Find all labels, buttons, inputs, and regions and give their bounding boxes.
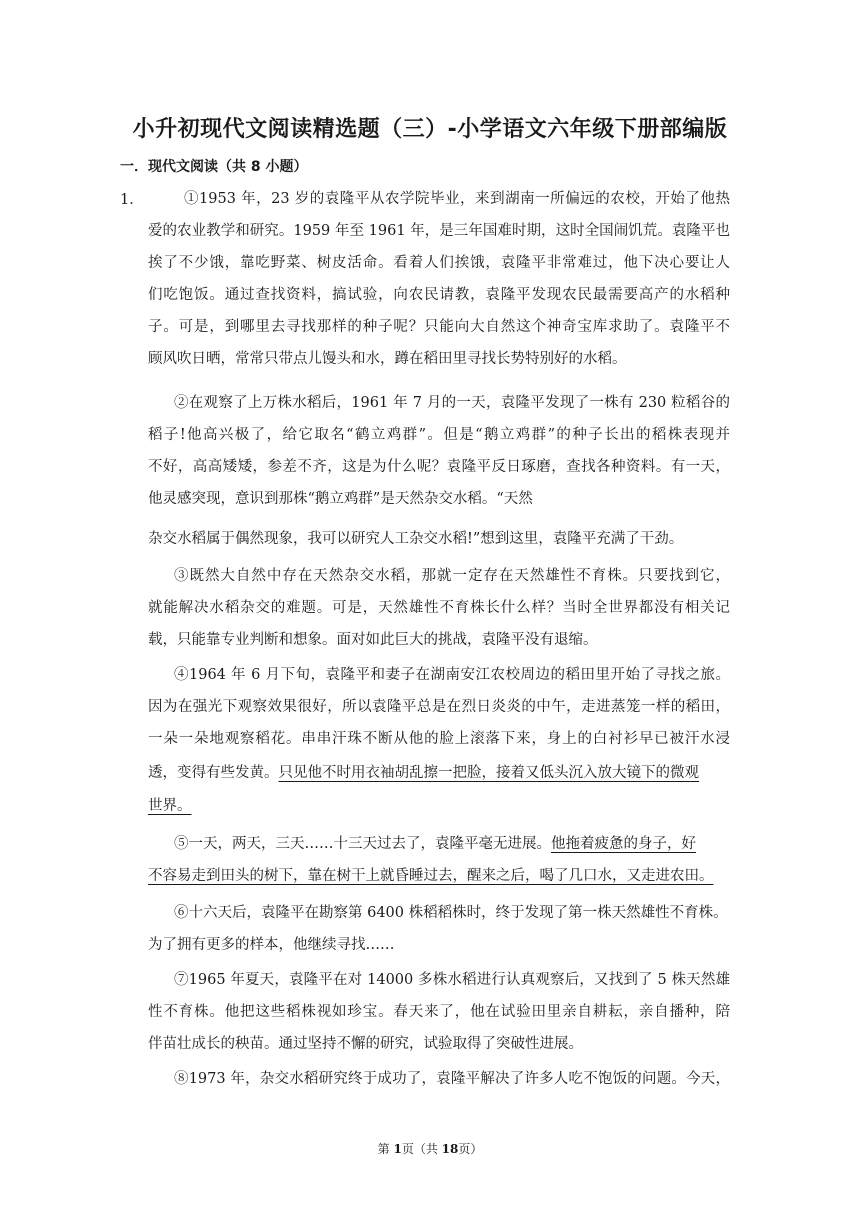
text-line: 他灵感突现，意识到那株“鹅立鸡群”是天然杂交水稻。“天然 xyxy=(148,491,533,507)
text-line: ③既然大自然中存在天然杂交水稻，那就一定存在天然雄性不育株。只要找到它， xyxy=(174,568,730,584)
footer-suffix: 页） xyxy=(458,1142,483,1156)
page-footer xyxy=(0,1140,860,1157)
section-heading: 一．现代文阅读（共 8 小题） xyxy=(120,159,308,175)
underlined-line: 世界。 xyxy=(148,798,192,814)
text-line: 不好，高高矮矮，参差不齐，这是为什么呢？袁隆平反日琢磨，查找各种资料。有一天， xyxy=(148,459,730,475)
text-line: ①1953 年，23 岁的袁隆平从农学院毕业，来到湖南一所偏远的农校，开始了他热 xyxy=(184,191,730,207)
text-line: 们吃饱饭。通过查找资料，搞试验，向农民请教，袁隆平发现农民最需要高产的水稻种 xyxy=(148,287,730,303)
text-line-plain: 透，变得有些发黄。 xyxy=(148,765,279,781)
footer-prefix: 第 xyxy=(377,1142,394,1156)
underlined-sentence: 只见他不时用衣袖胡乱擦一把脸，接着又低头沉入放大镜下的微观 xyxy=(278,765,699,781)
text-line: 载，只能靠专业判断和想象。面对如此巨大的挑战，袁隆平没有退缩。 xyxy=(148,632,598,648)
text-line: 伴苗壮成长的秧苗。通过坚持不懈的研究，试验取得了突破性进展。 xyxy=(148,1036,583,1052)
page-number: 1 xyxy=(393,1142,402,1156)
text-line-plain: ⑤一天，两天，三天……十三天过去了，袁隆平毫无进展。 xyxy=(174,836,551,852)
text-line: ⑦1965 年夏天，袁隆平在对 14000 多株水稻进行认真观察后，又找到了 5 株天然雄 xyxy=(174,972,730,988)
underlined-sentence: 他拖着疲惫的身子，好 xyxy=(551,836,696,852)
text-line: 杂交水稻属于偶然现象，我可以研究人工杂交水稻!”想到这里，袁隆平充满了干劲。 xyxy=(148,531,684,547)
text-line: 爱的农业教学和研究。1959 年至 1961 年，是三年国难时期，这时全国闹饥荒。袁隆平也 xyxy=(148,223,730,239)
page-title: 小升初现代文阅读精选题（三）-小学语文六年级下册部编版 xyxy=(132,117,728,142)
text-line xyxy=(174,834,730,854)
text-line: 子。可是，到哪里去寻找那样的种子呢？只能向大自然这个神奇宝库求助了。袁隆平不 xyxy=(148,319,730,335)
footer-middle: 页（共 xyxy=(401,1142,442,1156)
underlined-line: 不容易走到田头的树下，靠在树干上就昏睡过去，醒来之后，喝了几口水，又走进农田。 xyxy=(148,868,714,884)
text-line: 性不育株。他把这些稻株视如珍宝。春天来了，他在试验田里亲自耕耘，亲自播种，陪 xyxy=(148,1004,730,1020)
text-line: 为了拥有更多的样本，他继续寻找…… xyxy=(148,937,395,953)
text-line: 挨了不少饿，靠吃野菜、树皮活命。看着人们挨饿，袁隆平非常难过，他下决心要让人 xyxy=(148,255,730,271)
text-line: 就能解决水稻杂交的难题。可是，天然雄性不育株长什么样？当时全世界都没有相关记 xyxy=(148,600,730,616)
total-pages: 18 xyxy=(441,1142,459,1156)
question-number: 1． xyxy=(120,192,144,208)
text-line: 稻子!他高兴极了，给它取名“鹤立鸡群”。但是“鹅立鸡群”的种子长出的稻株表现并 xyxy=(148,427,730,443)
text-line: 一朵一朵地观察稻花。串串汗珠不断从他的脸上滚落下来，身上的白衬衫早已被汗水浸 xyxy=(148,731,730,747)
text-line: ⑧1973 年，杂交水稻研究终于成功了，袁隆平解决了许多人吃不饱饭的问题。今天， xyxy=(174,1071,730,1087)
text-line: 因为在强光下观察效果很好，所以袁隆平总是在烈日炎炎的中午，走进蒸笼一样的稻田， xyxy=(148,699,730,715)
text-line: ②在观察了上万株水稻后，1961 年 7 月的一天，袁隆平发现了一株有 230 粒稻谷的 xyxy=(174,395,730,411)
text-line: 顾风吹日晒，常常只带点儿馒头和水，蹲在稻田里寻找长势特别好的水稻。 xyxy=(148,351,627,367)
text-line xyxy=(148,763,730,783)
text-line: ⑥十六天后，袁隆平在勘察第 6400 株稻稻株时，终于发现了第一株天然雄性不育株。 xyxy=(174,905,728,921)
text-line: ④1964 年 6 月下旬，袁隆平和妻子在湖南安江农校周边的稻田里开始了寻找之旅。 xyxy=(174,667,730,683)
